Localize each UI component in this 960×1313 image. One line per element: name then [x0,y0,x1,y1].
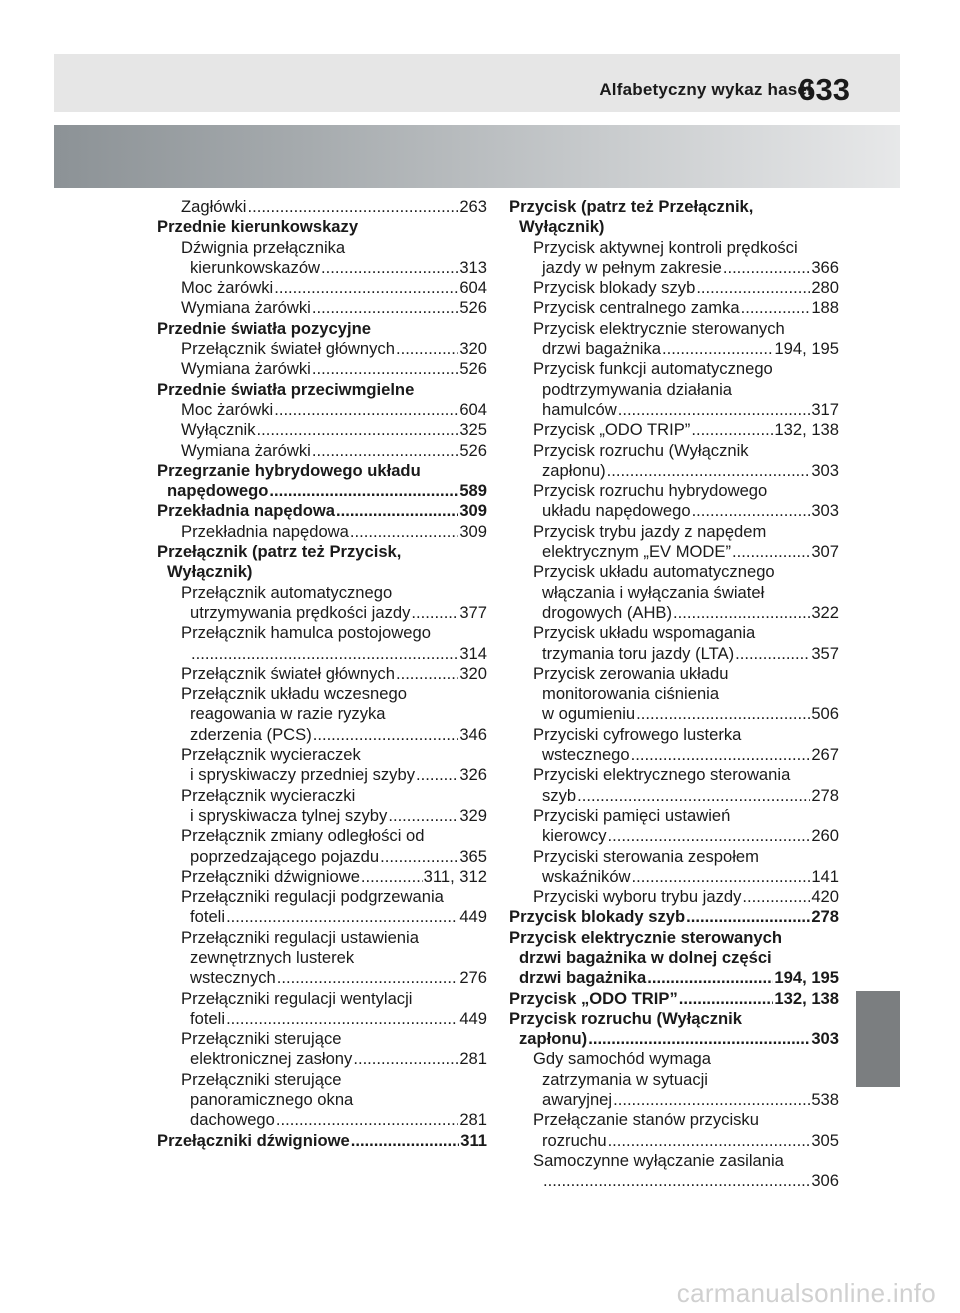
entry-text: Przełącznik hamulca postojowego [181,623,431,643]
index-entry [157,887,487,907]
entry-text: Przycisk układu automatycznego [533,562,775,582]
entry-text: awaryjnej [542,1090,613,1110]
page-reference: 357 [811,643,839,663]
entry-text: Gdy samochód wymaga [533,1049,712,1069]
entry-text: wskaźników [542,866,631,886]
dot-leader [226,907,458,927]
index-entry [157,400,487,420]
index-entry [509,441,839,461]
entry-text: Przycisk „ODO TRIP” [533,420,691,440]
dot-leader [247,197,458,217]
entry-text: Przycisk centralnego zamka [533,298,740,318]
index-entry [157,278,487,298]
index-entry [509,603,839,623]
dot-leader [618,400,811,420]
page-title: Alfabetyczny wykaz haseł [599,80,812,99]
index-entry [157,928,487,948]
dot-leader [396,664,458,684]
index-entry [509,380,839,400]
page-reference: 307 [811,542,839,562]
entry-text: Przycisk rozruchu hybrydowego [533,481,768,501]
entry-text: szyb [542,785,577,805]
page-reference: 303 [811,1029,839,1049]
index-entry [509,1151,839,1171]
entry-text: Wyłącznik) [519,217,605,237]
dot-leader [313,725,459,745]
index-entry [157,948,487,968]
entry-text: Przełączniki dźwigniowe [157,1130,350,1150]
dot-leader [277,968,459,988]
index-entry [157,1029,487,1049]
index-entry [157,359,487,379]
index-entry [157,989,487,1009]
index-heading [157,319,487,339]
index-entry [509,684,839,704]
entry-text: Przełącznik automatycznego [181,582,393,602]
index-entry [509,359,839,379]
entry-text: Przełączanie stanów przycisku [533,1110,759,1130]
dot-leader [226,1009,458,1029]
entry-text: włączania i wyłączania świateł [542,582,765,602]
page-reference: 278 [811,785,839,805]
entry-text: Przycisk rozruchu (Wyłącznik [533,440,749,460]
page-reference: 365 [459,846,487,866]
index-entry [157,664,487,684]
index-entry [509,765,839,785]
entry-text: poprzedzającego pojazdu [190,846,380,866]
index-entry [157,765,487,785]
page-reference: 305 [811,1130,839,1150]
dot-leader [588,1029,810,1049]
entry-text: Przełączniki regulacji ustawienia [181,927,419,947]
entry-text: Przycisk „ODO TRIP” [509,988,678,1008]
entry-text: Przełączniki regulacji podgrzewania [181,887,444,907]
dot-leader [543,1171,810,1191]
index-entry [157,786,487,806]
entry-text: Przycisk blokady szyb [509,907,686,927]
page-reference: 526 [459,359,487,379]
index-entry [509,420,839,440]
dot-leader [361,867,423,887]
page-reference: 303 [811,501,839,521]
index-entry [509,1110,839,1130]
index-entry [509,258,839,278]
entry-text: Przycisk funkcji automatycznego [533,359,773,379]
page-number: 633 [798,72,850,107]
index-entry [509,725,839,745]
section-tab [856,991,900,1087]
page-reference: 604 [459,399,487,419]
index-entry [509,847,839,867]
index-heading [509,1009,839,1029]
entry-text: układu napędowego [542,501,691,521]
entry-text: podtrzymywania działania [542,379,733,399]
index-entry [509,298,839,318]
index-entry [157,1009,487,1029]
index-heading [157,217,487,237]
entry-text: elektronicznej zasłony [190,1049,353,1069]
index-entry [509,461,839,481]
entry-text: i spryskiwacza tylnej szyby [190,805,388,825]
entry-text: drzwi bagażnika [542,339,661,359]
entry-text: i spryskiwaczy przedniej szyby [190,765,416,785]
page-reference: 280 [811,278,839,298]
entry-text: Przycisk układu wspomagania [533,623,756,643]
page-reference: 604 [459,278,487,298]
dot-leader [691,420,773,440]
entry-text: Przyciski elektrycznego sterowania [533,765,791,785]
index-entry [157,684,487,704]
page-reference: 311 [460,1130,487,1150]
index-heading [509,197,839,217]
index-entry [509,400,839,420]
dot-leader [274,278,458,298]
dot-leader [396,339,458,359]
index-entry [157,644,487,664]
dot-leader [631,745,811,765]
entry-text: Przełączniki sterujące [181,1029,342,1049]
index-entry [157,339,487,359]
entry-text: Przekładnia napędowa [157,501,335,521]
page-reference: 506 [811,704,839,724]
watermark: carmanualsonline.info [676,1278,936,1308]
page-reference: 309 [459,501,487,521]
index-entry [509,786,839,806]
page-reference: 309 [459,521,487,541]
entry-text: panoramicznego okna [190,1090,354,1110]
dot-leader [350,522,458,542]
dot-leader [607,461,811,481]
entry-text: Przycisk trybu jazdy z napędem [533,521,767,541]
index-entry [157,623,487,643]
dot-leader [673,603,810,623]
entry-text: Przednie światła przeciwmgielne [157,379,415,399]
entry-text: foteli [190,1008,226,1028]
entry-text: wstecznego [542,745,630,765]
entry-text: foteli [190,907,226,927]
dot-leader [613,1090,810,1110]
dot-leader [723,258,810,278]
page-reference: 267 [811,745,839,765]
index-entry [509,522,839,542]
index-entry [509,664,839,684]
dot-leader [312,359,458,379]
page-reference: 320 [459,663,487,683]
index-entry [509,887,839,907]
index-entry [509,1131,839,1151]
page-reference: 276 [459,968,487,988]
page-reference: 194, 195 [774,968,839,988]
index-entry [509,867,839,887]
entry-text: Przełącznik wycieraczek [181,745,361,765]
page-reference: 306 [811,1171,839,1191]
index-heading [157,481,487,501]
entry-text: elektrycznym „EV MODE” [542,542,732,562]
entry-text: drzwi bagażnika [519,968,647,988]
entry-text: dachowego [190,1110,275,1130]
entry-text: kierunkowskazów [190,257,321,277]
entry-text: Przyciski wyboru trybu jazdy [533,887,742,907]
dot-leader [351,1131,460,1151]
dot-leader [276,1110,458,1130]
entry-text: Przycisk blokady szyb [533,278,696,298]
dot-leader [577,786,810,806]
entry-text: drzwi bagażnika w dolnej części [519,947,772,967]
entry-text: Wyłącznik) [167,562,253,582]
index-entry [157,907,487,927]
index-entry [157,603,487,623]
index-entry [509,583,839,603]
entry-text: Przełącznik świateł głównych [181,339,395,359]
page-reference: 303 [811,460,839,480]
entry-text: drogowych (AHB) [542,602,673,622]
index-entry [157,826,487,846]
entry-text: zatrzymania w sytuacji [542,1069,708,1089]
entry-text: Przycisk (patrz też Przełącznik, [509,197,754,216]
entry-text: Przełącznik (patrz też Przycisk, [157,542,402,562]
index-heading [509,928,839,948]
entry-text: Przycisk elektrycznie sterowanych [509,927,783,947]
entry-text: Zagłówki [181,197,247,216]
entry-text: Przyciski cyfrowego lusterka [533,724,742,744]
dot-leader [321,258,458,278]
dot-leader [608,1131,811,1151]
entry-text: Przegrzanie hybrydowego układu [157,460,421,480]
entry-text: Wymiana żarówki [181,298,311,318]
dot-leader [686,907,810,927]
entry-text: Wymiana żarówki [181,359,311,379]
page-reference: 263 [459,197,487,216]
index-entry [509,562,839,582]
entry-text: zderzenia (PCS) [190,724,312,744]
dot-leader [632,867,811,887]
dot-leader [696,278,810,298]
page-reference: 281 [459,1049,487,1069]
dot-leader [411,603,458,623]
page-reference: 526 [459,440,487,460]
entry-text: Samoczynne wyłączanie zasilania [533,1150,784,1170]
dot-leader [679,989,774,1009]
index-heading [509,217,839,237]
index-entry [157,725,487,745]
dot-leader [257,420,459,440]
index-entry [157,1070,487,1090]
index-entry [509,1090,839,1110]
index-entry [509,1049,839,1069]
entry-text: Przełącznik zmiany odległości od [181,826,425,846]
dot-leader [336,501,458,521]
page-reference: 325 [459,420,487,440]
entry-text: kierowcy [542,826,607,846]
index-entry [509,623,839,643]
entry-text: Przycisk rozruchu (Wyłącznik [509,1008,743,1028]
section-banner [54,125,900,188]
index-entry [157,704,487,724]
index-entry [509,319,839,339]
page-reference: 194, 195 [774,339,839,359]
entry-text: Przełącznik świateł głównych [181,663,395,683]
entry-text: zapłonu) [519,1029,588,1049]
page-reference: 188 [811,298,839,318]
page-reference: 538 [811,1090,839,1110]
index-entry [157,420,487,440]
dot-leader [274,400,458,420]
entry-text: reagowania w razie ryzyka [190,704,386,724]
index-heading [509,948,839,968]
entry-text: Przednie kierunkowskazy [157,217,359,237]
index-entry [509,704,839,724]
page-reference: 326 [459,765,487,785]
index-entry [509,1070,839,1090]
index-entry [157,867,487,887]
page-reference: 281 [459,1110,487,1130]
index-heading [157,542,487,562]
index-column-left [157,197,487,1151]
index-entry [509,826,839,846]
page-reference: 313 [459,257,487,277]
dot-leader [732,542,810,562]
index-column-right [509,197,839,1192]
entry-text: hamulców [542,399,617,419]
entry-text: Przełącznik wycieraczki [181,785,356,805]
page-reference: 329 [459,805,487,825]
dot-leader [662,339,773,359]
index-entry [157,745,487,765]
page-reference: 260 [811,826,839,846]
entry-text: zapłonu) [542,460,606,480]
entry-text: Przycisk elektrycznie sterowanych [533,318,785,338]
index-heading [509,907,839,927]
entry-text: trzymania toru jazdy (LTA) [542,643,735,663]
page-reference: 314 [459,643,487,663]
index-heading [509,989,839,1009]
entry-text: zewnętrznych lusterek [190,947,355,967]
index-entry [509,806,839,826]
index-entry [509,1171,839,1191]
entry-text: wstecznych [190,968,276,988]
entry-text: Przycisk zerowania układu [533,663,729,683]
entry-text: Przycisk aktywnej kontroli prędkości [533,237,798,257]
index-entry [509,238,839,258]
index-entry [157,1090,487,1110]
index-entry [509,542,839,562]
page-reference: 449 [459,907,487,927]
index-entry [157,298,487,318]
index-entry [509,644,839,664]
index-heading [157,501,487,521]
index-entry [157,583,487,603]
page-reference: 311, 312 [423,866,487,886]
page-reference: 132, 138 [774,420,839,440]
page-reference: 449 [459,1008,487,1028]
index-entry [157,968,487,988]
dot-leader [191,644,458,664]
page-reference: 278 [811,907,839,927]
index-heading [509,968,839,988]
index-entry [157,238,487,258]
entry-text: Przyciski sterowania zespołem [533,846,759,866]
index-entry [157,847,487,867]
page-reference: 141 [811,866,839,886]
entry-text: Moc żarówki [181,399,274,419]
index-entry [157,806,487,826]
entry-text: monitorowania ciśnienia [542,684,720,704]
dot-leader [312,441,458,461]
entry-text: Wymiana żarówki [181,440,311,460]
page-reference: 526 [459,298,487,318]
entry-text: napędowego [167,481,269,501]
dot-leader [692,501,811,521]
entry-text: Przednie światła pozycyjne [157,318,371,338]
index-entry [157,1110,487,1130]
index-entry [509,278,839,298]
page-reference: 377 [459,602,487,622]
index-entry [509,501,839,521]
page-reference: 366 [811,257,839,277]
entry-text: Przełączniki sterujące [181,1069,342,1089]
index-heading [157,380,487,400]
entry-text: Przełączniki dźwigniowe [181,866,360,886]
page-reference: 320 [459,339,487,359]
entry-text: Dźwignia przełącznika [181,237,346,257]
entry-text: Wyłącznik [181,420,256,440]
index-entry [509,339,839,359]
index-entry [157,258,487,278]
dot-leader [735,644,810,664]
dot-leader [608,826,811,846]
index-entry [157,1049,487,1069]
dot-leader [312,298,458,318]
dot-leader [742,887,810,907]
entry-text: jazdy w pełnym zakresie [542,257,722,277]
entry-text: w ogumieniu [542,704,636,724]
dot-leader [741,298,811,318]
index-heading [157,562,487,582]
page-reference: 317 [811,399,839,419]
entry-text: Przekładnia napędowa [181,521,349,541]
entry-text: utrzymywania prędkości jazdy [190,602,411,622]
index-entry [157,441,487,461]
index-heading [157,1131,487,1151]
entry-text: rozruchu [542,1130,607,1150]
index-entry [509,745,839,765]
entry-text: Moc żarówki [181,278,274,298]
dot-leader [388,806,458,826]
index-entry [157,522,487,542]
dot-leader [380,847,458,867]
page-reference: 346 [459,724,487,744]
index-entry [157,197,487,217]
entry-text: Przełącznik układu wczesnego [181,684,407,704]
dot-leader [636,704,810,724]
dot-leader [416,765,458,785]
page-reference: 132, 138 [774,988,839,1008]
dot-leader [269,481,458,501]
page-reference: 322 [811,602,839,622]
entry-text: Przyciski pamięci ustawień [533,805,731,825]
dot-leader [647,968,773,988]
index-heading [157,461,487,481]
page-reference: 589 [459,481,487,501]
index-heading [509,1029,839,1049]
dot-leader [353,1049,458,1069]
page-reference: 420 [811,887,839,907]
index-entry [509,481,839,501]
entry-text: Przełączniki regulacji wentylacji [181,988,413,1008]
